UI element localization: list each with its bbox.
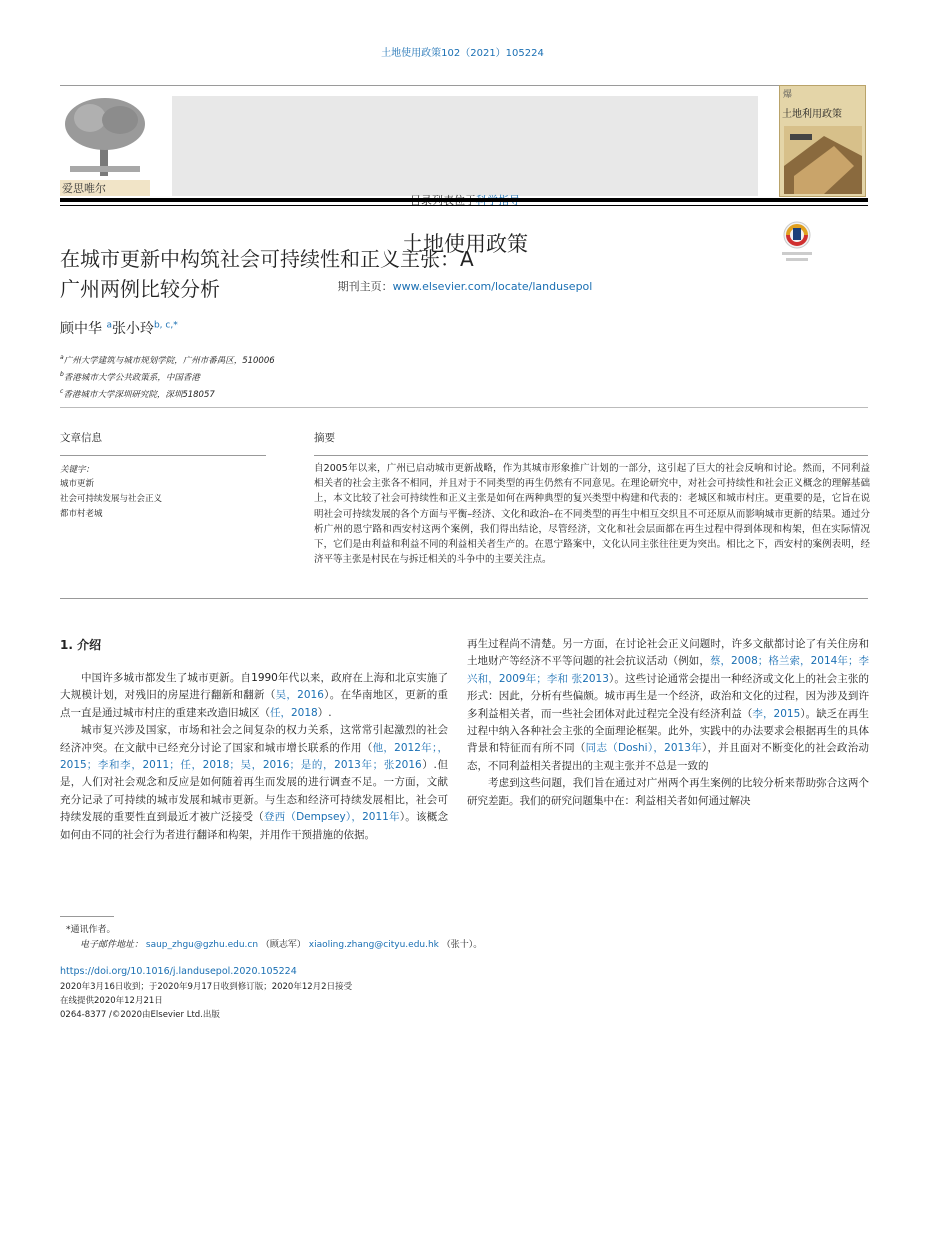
cover-image (784, 126, 862, 194)
paragraph: 考虑到这些问题，我们旨在通过对广州两个再生案例的比较分析来帮助弥合这两个研究差距。我们的研究问题集中在：利益相关者如何通过解决 (467, 777, 869, 807)
elsevier-tree-logo (60, 96, 150, 178)
article-title-line1: 在城市更新中构筑社会可持续性和正义主张：A (60, 247, 474, 271)
keyword-item: 城市更新 (60, 479, 95, 489)
paragraph (60, 670, 448, 722)
article-history (60, 980, 352, 1022)
email-link[interactable]: saup_zhgu@gzhu.edu.cn (145, 940, 259, 950)
body-column-left (60, 670, 448, 844)
citation-link[interactable]: 蔡，2008；格兰索，2014年；李兴和，2009年；李和 张2013 (467, 655, 870, 685)
email-link[interactable]: xiaoling.zhang@cityu.edu.hk (308, 940, 439, 950)
body-text: ）.但是，人们对社会观念和反应是如何随着再生而发展的进行调查不足。一方面，文献充分记录了可持续的城市发展和城市更新。与生态和经济可持续发展相比，社会可持续发展的重要性直到最近才被广泛接受（ (60, 759, 448, 824)
body-text: 城市复兴涉及国家，市场和社会之间复杂的权力关系，这常常引起激烈的社会经济冲突。在文献中已经充分讨论了国家和城市增长联系的作用（ (60, 724, 448, 754)
affil-text: 香港城市大学深圳研究院，深圳518057 (63, 389, 215, 400)
doi-link[interactable]: https://doi.org/10.1016/j.landusepol.2020.105224 (60, 966, 297, 977)
author-affil-mark[interactable]: b, c,* (153, 320, 178, 331)
keyword-item: 都市村老城 (60, 509, 103, 519)
body-text: ），并且面对不断变化的社会政治动态，不同利益相关者提出的主观主张并不总是一致的 (467, 742, 870, 772)
paragraph (60, 722, 448, 844)
affiliation-b (60, 368, 275, 385)
abstract-end-rule (60, 598, 868, 599)
article-info-heading: 文章信息 (60, 432, 102, 444)
body-text: 中国许多城市都发生了城市更新。自1990年代以来，政府在上海和北京实施了大规模计划，对残旧的房屋进行翻新和翻新（ (60, 672, 448, 702)
keywords-label: 关键字： (60, 465, 95, 475)
body-text: ）. (317, 706, 332, 719)
email-addresses (80, 937, 482, 950)
corresponding-author-note: *通讯作者。 (66, 925, 116, 935)
email-owner: （顾志军） (260, 940, 306, 950)
citation-link[interactable]: 李，2015 (752, 707, 801, 720)
affil-mark: c (60, 387, 64, 395)
cover-title: 土地利用政策 (782, 109, 842, 120)
info-rule (60, 455, 266, 456)
body-text: ）。在华南地区，更新的重点一直是通过城市村庄的重建来改造旧城区（ (60, 689, 449, 719)
section-rule (60, 407, 868, 408)
journal-reference[interactable]: 土地使用政策102（2021）105224 (381, 48, 544, 59)
body-text: ）。这些讨论通常会提出一种经济或文化上的社会主张的形式：因此，分析有些偏颇。城市再生是一个经济，政治和文化的过程，因为涉及到许多利益相关者，而一些社会团体对此过程完全没有经济利益（ (467, 672, 870, 720)
top-rule (60, 85, 858, 86)
citation-link[interactable]: 同志（Doshi），2013年 (585, 742, 702, 755)
citation-link[interactable]: 任，2018 (270, 706, 318, 719)
homepage-link[interactable]: www.elsevier.com/locate/landusepol (392, 280, 593, 293)
citation-link[interactable]: 登西（Dempsey），2011年 (263, 811, 400, 824)
abstract-rule (314, 455, 868, 456)
author-affil-mark[interactable]: a (106, 320, 112, 331)
journal-cover[interactable] (779, 85, 866, 197)
affiliations (60, 351, 275, 401)
copyright-line: 0264-8377 /©2020由Elsevier Ltd.出版 (60, 1010, 220, 1020)
abstract-text: 自2005年以来，广州已启动城市更新战略，作为其城市形象推广计划的一部分，这引起了巨大的社会反响和讨论。然而，不同利益相关者的社会主张各不相同，并且对于不同类型的再生仍然有不同意见。在理论研究中，对社会可持续性和社会正义概念的理解基础上，本文比较了社会可持续性和正义主张是如何在两种典型的复兴类型中构建和代表的：老城区和城市村庄。更重要的是，它旨在说明社会可持续发展的各个方面与平衡–经济、文化和政治–在不同类型的再生中相互交织且不可还原从而影响城市更新的结果。通过分析广州的恩宁路和西安村这两个案例，我们得出结论，尽管经济，文化和社会层面都在再生过程中得到体现和构架，但在实际情况下，它们是由利益和利益不同的利益相关者生产的。在恩宁路案中，文化认同主张往往更为突出。相比之下，西安村的案例表明，经济平等主张是村民在与拆迁相关的斗争中的主要关注点。 (314, 463, 870, 566)
citation-link[interactable]: 吴，2016 (275, 689, 324, 702)
affil-text: 广州大学建筑与城市规划学院，广州市番禺区，510006 (63, 355, 275, 366)
keyword-list (60, 477, 162, 522)
section-heading-introduction: 1. 介绍 (60, 638, 102, 652)
abstract-heading: 摘要 (314, 432, 335, 444)
body-text: ）。该概念如何由不同的社会行为者进行翻译和构架，并用作干预措施的依据。 (60, 811, 449, 841)
footnote-rule (60, 916, 114, 917)
affil-mark: b (60, 370, 64, 378)
journal-title: 土地使用政策 (402, 232, 528, 256)
email-owner: （张十）。 (441, 940, 483, 950)
publisher-name: 爱思唯尔 (60, 180, 150, 196)
author-list (60, 318, 178, 338)
paragraph (467, 636, 869, 775)
author-name[interactable]: 顾中华 (60, 321, 102, 337)
author-name[interactable]: 张小玲 (111, 321, 154, 337)
body-column-right (467, 636, 869, 810)
affil-mark: a (60, 354, 64, 361)
article-title-line2: 广州两例比较分析 (60, 277, 220, 301)
header-rule-thick (60, 198, 868, 202)
affiliation-c (60, 385, 275, 402)
article-title (60, 244, 580, 304)
email-label: 电子邮件地址： (80, 940, 144, 950)
homepage-prefix: 期刊主页： (337, 280, 393, 293)
keyword-item: 社会可持续发展与社会正义 (60, 494, 163, 504)
cover-mark: 爆 (783, 90, 793, 100)
received-dates: 2020年3月16日收到；于2020年9月17日收到修订版；2020年12月2日接受 (60, 982, 353, 992)
affiliation-a (60, 351, 275, 368)
header-rule-thin (60, 205, 868, 206)
citation-link[interactable]: 他，2012年；，2015；李和李，2011；任，2018；吴，2016；是的，2013年；张2016 (60, 741, 448, 772)
body-text: 再生过程尚不清楚。另一方面，在讨论社会正义问题时，许多文献都讨论了有关住房和土地财产等经济不平等问题的社会抗议活动（例如， (467, 638, 869, 668)
body-text: ）。缺乏在再生过程中纳入各种社会主张的全面理论框架。此外，实践中的办法要求会根据再生的具体背景和特征而有所不同（ (467, 707, 870, 755)
affil-text: 香港城市大学公共政策系，中国香港 (63, 372, 200, 383)
online-date: 在线提供2020年12月21日 (60, 996, 163, 1006)
check-for-updates-icon[interactable] (780, 220, 814, 264)
